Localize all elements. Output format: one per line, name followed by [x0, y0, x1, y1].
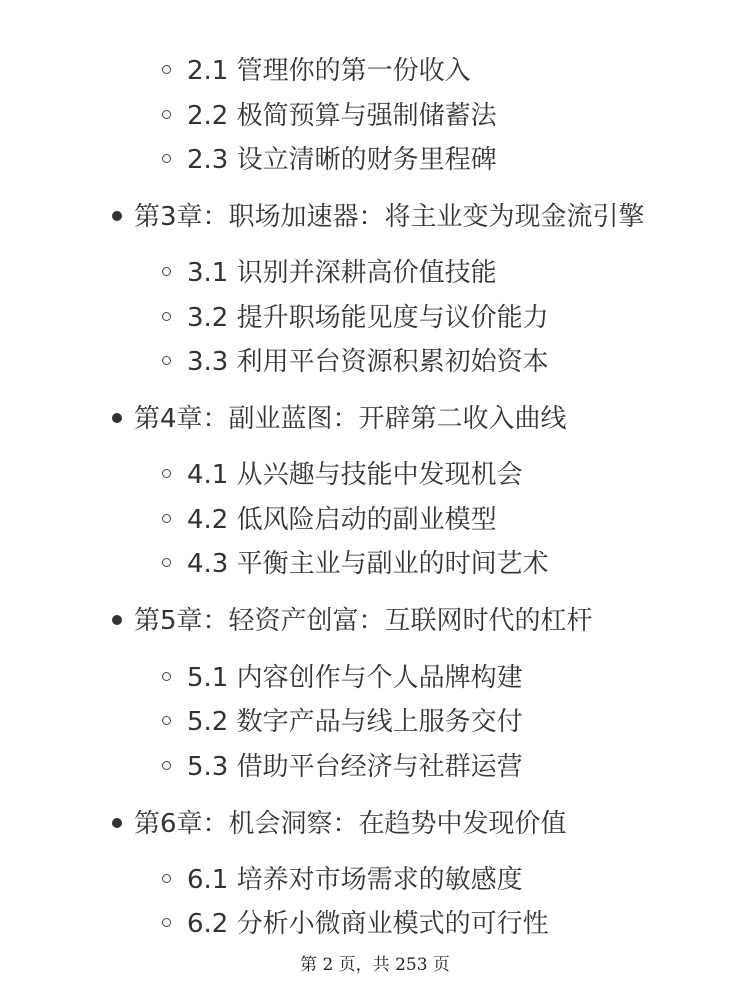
- outline-item-label: 6.1 培养对市场需求的敏感度: [187, 865, 523, 895]
- outline-item-label: 3.2 提升职场能见度与议价能力: [187, 303, 549, 333]
- outline-item-label: 4.1 从兴趣与技能中发现机会: [187, 460, 523, 490]
- outline-item-label: 2.3 设立清晰的财务里程碑: [187, 145, 497, 175]
- outline-item-label: 3.3 利用平台资源积累初始资本: [187, 347, 549, 377]
- hollow-bullet-icon: [162, 716, 171, 725]
- outline-item-label: 2.2 极简预算与强制储蓄法: [187, 101, 497, 131]
- outline-item-label: 5.1 内容创作与个人品牌构建: [187, 663, 523, 693]
- chapter-label: 第4章：副业蓝图：开辟第二收入曲线: [134, 404, 567, 434]
- outline-item-label: 4.3 平衡主业与副业的时间艺术: [187, 549, 549, 579]
- hollow-bullet-icon: [162, 514, 171, 523]
- hollow-bullet-icon: [162, 65, 171, 74]
- hollow-bullet-icon: [162, 110, 171, 119]
- filled-bullet-icon: [112, 211, 122, 221]
- outline-item-label: 6.2 分析小微商业模式的可行性: [187, 909, 549, 939]
- hollow-bullet-icon: [162, 469, 171, 478]
- outline-item-label: 5.2 数字产品与线上服务交付: [187, 707, 523, 737]
- hollow-bullet-icon: [162, 312, 171, 321]
- hollow-bullet-icon: [162, 672, 171, 681]
- chapter-label: 第3章：职场加速器：将主业变为现金流引擎: [134, 202, 645, 232]
- hollow-bullet-icon: [162, 761, 171, 770]
- filled-bullet-icon: [112, 818, 122, 828]
- hollow-bullet-icon: [162, 154, 171, 163]
- outline-item-label: 3.1 识别并深耕高价值技能: [187, 258, 497, 288]
- outline-item-label: 5.3 借助平台经济与社群运营: [187, 752, 523, 782]
- filled-bullet-icon: [112, 615, 122, 625]
- chapter-label: 第6章：机会洞察：在趋势中发现价值: [134, 809, 567, 839]
- filled-bullet-icon: [112, 413, 122, 423]
- hollow-bullet-icon: [162, 918, 171, 927]
- outline-item-label: 2.1 管理你的第一份收入: [187, 56, 471, 86]
- outline-item-label: 4.2 低风险启动的副业模型: [187, 505, 497, 535]
- chapter-label: 第5章：轻资产创富：互联网时代的杠杆: [134, 606, 593, 636]
- hollow-bullet-icon: [162, 874, 171, 883]
- hollow-bullet-icon: [162, 356, 171, 365]
- page-number-footer: 第 2 页，共 253 页: [300, 955, 450, 975]
- hollow-bullet-icon: [162, 267, 171, 276]
- hollow-bullet-icon: [162, 558, 171, 567]
